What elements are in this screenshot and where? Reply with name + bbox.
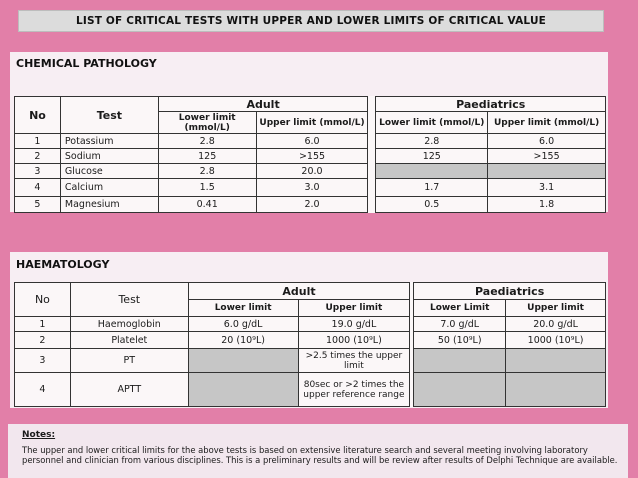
banner-title: LIST OF CRITICAL TESTS WITH UPPER AND LOWER LIMITS OF CRITICAL VALUE — [75, 15, 547, 27]
table-row — [15, 197, 606, 213]
row-test: Potassium — [60, 134, 158, 149]
table-row — [15, 349, 606, 373]
row-test: Calcium — [60, 179, 158, 197]
row-paed-lower: 125 — [376, 149, 488, 164]
row-adult-upper: >2.5 times the upper limit — [298, 349, 410, 373]
row-no: 1 — [15, 134, 61, 149]
chem-header-adult-upper: Upper limit (mmol/L) — [256, 112, 368, 134]
notes-panel — [8, 424, 628, 478]
row-test: Sodium — [60, 149, 158, 164]
row-paed-lower — [414, 349, 506, 373]
row-adult-lower: 0.41 — [158, 197, 256, 213]
row-adult-lower: 6.0 g/dL — [188, 317, 298, 332]
row-adult-upper: 80sec or >2 times the upper reference range — [298, 373, 410, 407]
row-adult-upper: 6.0 — [256, 134, 368, 149]
row-no: 2 — [15, 149, 61, 164]
row-paed-lower: 50 (10⁹L) — [414, 332, 506, 349]
notes-title: Notes: — [22, 430, 56, 440]
haematology-table — [14, 282, 606, 407]
chem-header-paed-lower: Lower limit (mmol/L) — [376, 112, 488, 134]
chem-header-paed-upper: Upper limit (mmol/L) — [488, 112, 606, 134]
haem-header-paed-upper: Upper limit — [506, 300, 606, 317]
row-no: 4 — [15, 179, 61, 197]
row-adult-upper: >155 — [256, 149, 368, 164]
row-adult-lower: 1.5 — [158, 179, 256, 197]
row-no: 3 — [15, 164, 61, 179]
chemical-pathology-title: CHEMICAL PATHOLOGY — [16, 57, 157, 70]
chem-header-no: No — [15, 97, 61, 134]
row-test: Magnesium — [60, 197, 158, 213]
row-paed-upper — [488, 164, 606, 179]
row-test: APTT — [70, 373, 188, 407]
row-test: Haemoglobin — [70, 317, 188, 332]
row-adult-lower: 125 — [158, 149, 256, 164]
table-row — [15, 164, 606, 179]
row-adult-lower: 2.8 — [158, 134, 256, 149]
table-row — [15, 134, 606, 149]
chem-header-test: Test — [60, 97, 158, 134]
row-paed-upper — [506, 349, 606, 373]
chem-gap — [368, 97, 376, 213]
haem-header-paed-lower: Lower Limit — [414, 300, 506, 317]
row-adult-lower: 2.8 — [158, 164, 256, 179]
chem-header-adult: Adult — [158, 97, 368, 112]
row-paed-lower: 0.5 — [376, 197, 488, 213]
row-paed-lower: 2.8 — [376, 134, 488, 149]
row-adult-upper: 3.0 — [256, 179, 368, 197]
notes-body: The upper and lower critical limits for the above tests is based on extensive literature search and several meeting involving laboratory personnel and clinician from various disciplines. This is a preliminary results and will be review after results of Delphi Technique are available. — [22, 445, 618, 465]
row-test: Platelet — [70, 332, 188, 349]
row-test: Glucose — [60, 164, 158, 179]
table-row — [15, 179, 606, 197]
haem-header-adult-upper: Upper limit — [298, 300, 410, 317]
row-adult-upper: 19.0 g/dL — [298, 317, 410, 332]
haem-header-adult-lower: Lower limit — [188, 300, 298, 317]
table-row — [15, 332, 606, 349]
row-paed-lower — [376, 164, 488, 179]
row-paed-lower: 1.7 — [376, 179, 488, 197]
haem-header-adult: Adult — [188, 283, 410, 300]
row-adult-upper: 1000 (10⁹L) — [298, 332, 410, 349]
row-no: 4 — [15, 373, 71, 407]
row-adult-lower — [188, 373, 298, 407]
row-no: 5 — [15, 197, 61, 213]
row-adult-lower: 20 (10⁹L) — [188, 332, 298, 349]
chem-header-adult-lower: Lower limit (mmol/L) — [158, 112, 256, 134]
table-row — [15, 373, 606, 407]
row-paed-upper: >155 — [488, 149, 606, 164]
row-paed-upper: 1.8 — [488, 197, 606, 213]
row-paed-upper: 6.0 — [488, 134, 606, 149]
table-row — [15, 149, 606, 164]
document-banner — [18, 10, 604, 32]
chem-header-paediatrics: Paediatrics — [376, 97, 606, 112]
row-no: 3 — [15, 349, 71, 373]
chemical-pathology-table — [14, 96, 606, 213]
haematology-title: HAEMATOLOGY — [16, 258, 110, 271]
row-paed-upper: 3.1 — [488, 179, 606, 197]
row-paed-upper: 1000 (10⁹L) — [506, 332, 606, 349]
haem-header-paediatrics: Paediatrics — [414, 283, 606, 300]
row-no: 1 — [15, 317, 71, 332]
haem-header-no: No — [15, 283, 71, 317]
row-paed-lower — [414, 373, 506, 407]
row-test: PT — [70, 349, 188, 373]
row-adult-lower — [188, 349, 298, 373]
row-paed-upper: 20.0 g/dL — [506, 317, 606, 332]
table-row — [15, 317, 606, 332]
row-paed-upper — [506, 373, 606, 407]
row-adult-upper: 2.0 — [256, 197, 368, 213]
haem-header-test: Test — [70, 283, 188, 317]
row-paed-lower: 7.0 g/dL — [414, 317, 506, 332]
row-adult-upper: 20.0 — [256, 164, 368, 179]
row-no: 2 — [15, 332, 71, 349]
